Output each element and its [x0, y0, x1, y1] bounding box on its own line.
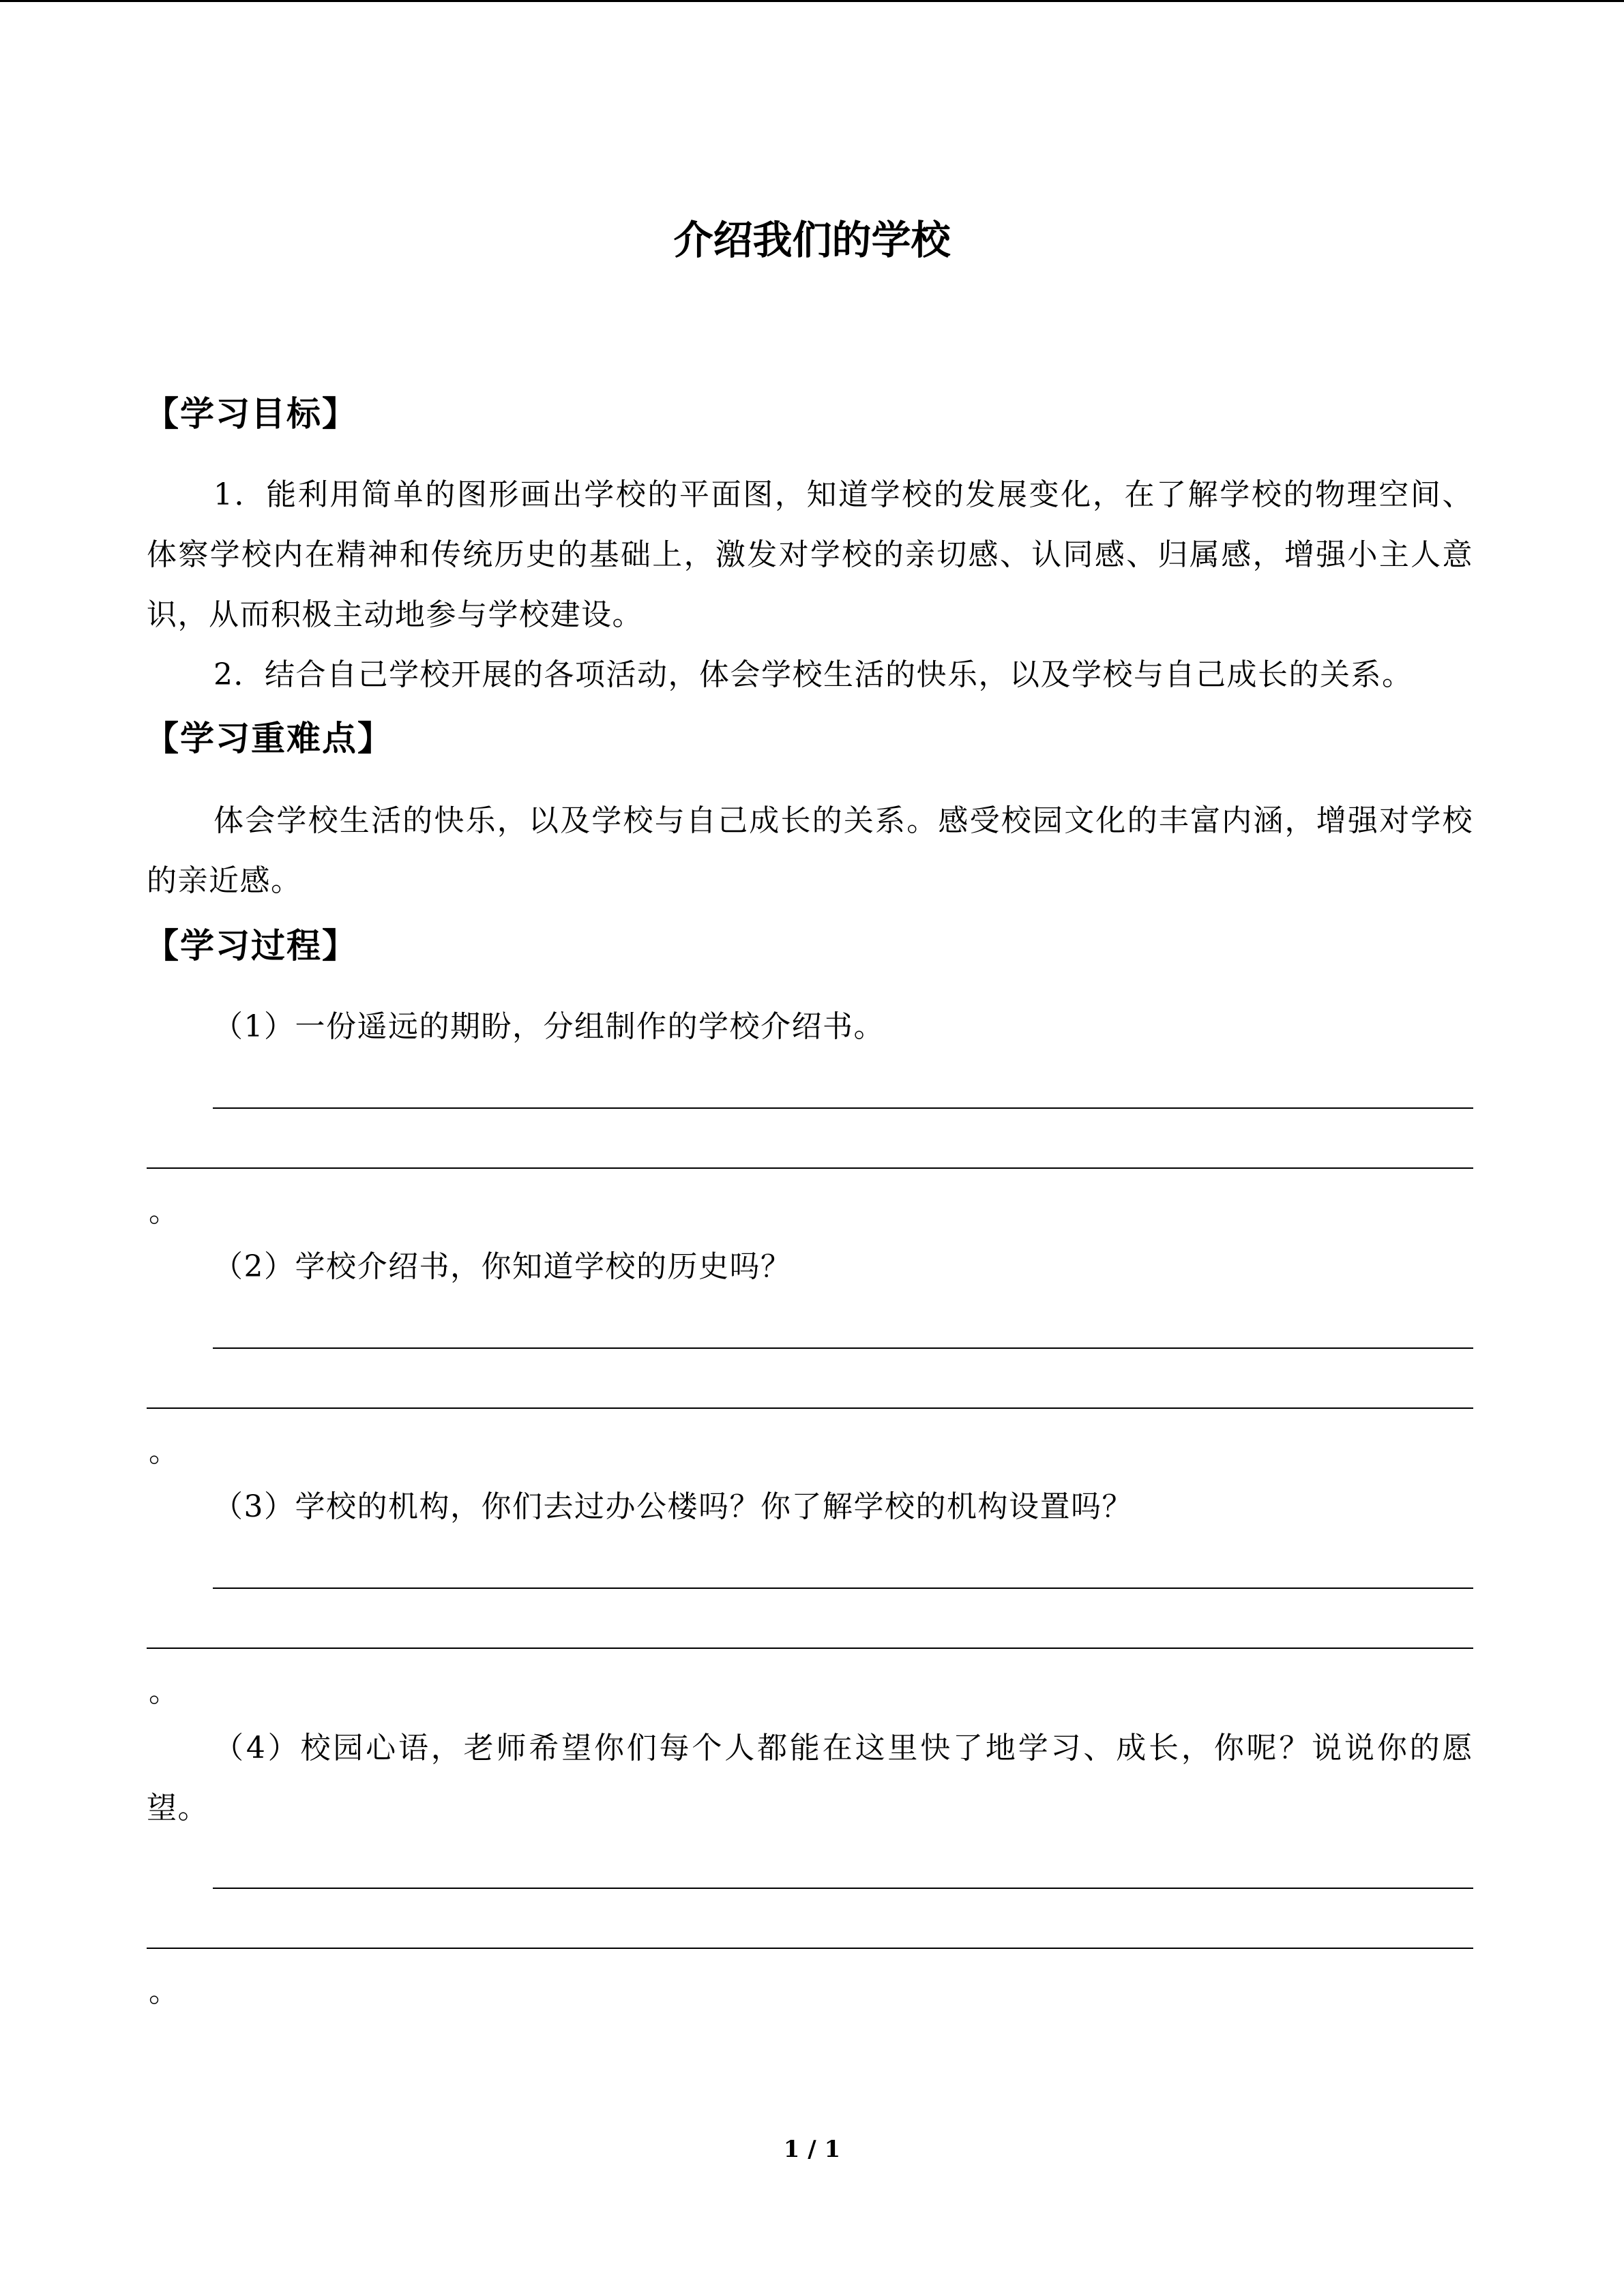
page-number: 1 / 1: [783, 2136, 841, 2163]
answer-end-mark-3: 。: [149, 1674, 179, 1709]
answer-line-1a[interactable]: [213, 1107, 1473, 1109]
answer-line-1b[interactable]: [147, 1167, 1473, 1169]
goal-paragraph-1: 1．能利用简单的图形画出学校的平面图，知道学校的发展变化，在了解学校的物理空间、体察学校内在精神和传统历史的基础上，激发对学校的亲切感、认同感、归属感，增强小主人意识，从而积极主动地参与学校建设。: [147, 477, 1473, 632]
answer-end-mark-2: 。: [149, 1434, 179, 1469]
key-points-paragraph: 体会学校生活的快乐，以及学校与自己成长的关系。感受校园文化的丰富内涵，增强对学校的亲近感。: [147, 803, 1473, 898]
section-heading-goals: 【学习目标】: [145, 393, 357, 434]
process-question-2: （2）学校介绍书，你知道学校的历史吗？: [213, 1249, 792, 1284]
document-title: 介绍我们的学校: [673, 217, 951, 263]
answer-line-4a[interactable]: [213, 1888, 1473, 1889]
section-heading-key-points: 【学习重难点】: [145, 718, 393, 758]
answer-end-mark-1: 。: [149, 1194, 179, 1229]
answer-line-3b[interactable]: [147, 1648, 1473, 1649]
answer-line-3a[interactable]: [213, 1587, 1473, 1589]
goal-paragraph-2: 2．结合自己学校开展的各项活动，体会学校生活的快乐，以及学校与自己成长的关系。: [213, 657, 1413, 692]
answer-line-2a[interactable]: [213, 1347, 1473, 1349]
answer-end-mark-4: 。: [149, 1974, 179, 2009]
answer-line-4b[interactable]: [147, 1948, 1473, 1949]
section-heading-process: 【学习过程】: [145, 925, 357, 966]
answer-line-2b[interactable]: [147, 1407, 1473, 1409]
process-question-3: （3）学校的机构，你们去过办公楼吗？你了解学校的机构设置吗？: [213, 1489, 1133, 1524]
process-question-1: （1）一份遥远的期盼，分组制作的学校介绍书。: [213, 1009, 885, 1044]
page-top-border: [0, 0, 1624, 2]
process-question-4: （4）校园心语，老师希望你们每个人都能在这里快了地学习、成长，你呢？说说你的愿望。: [147, 1731, 1473, 1825]
